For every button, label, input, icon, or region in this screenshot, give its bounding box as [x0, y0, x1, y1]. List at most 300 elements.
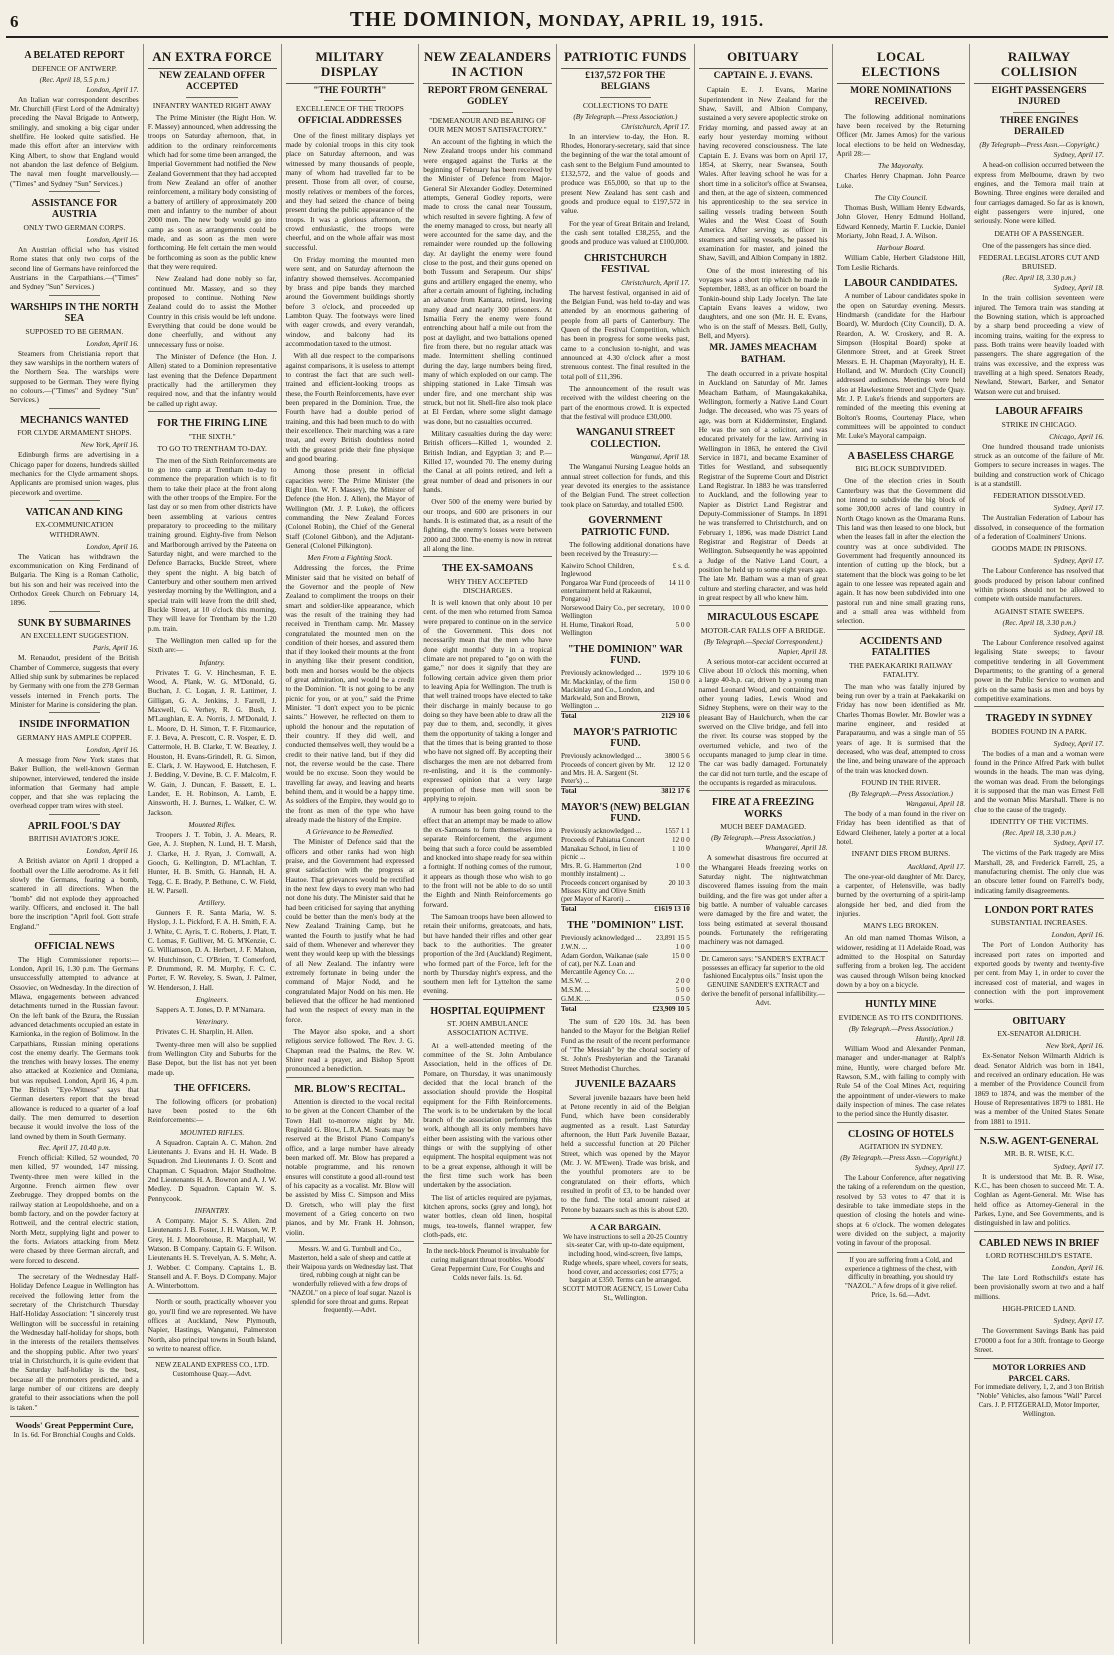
ledger-row	[561, 836, 690, 845]
article-body: At a well-attended meeting of the committee of the St. John Ambulance Association, held in the offices of Dr. Pomare, on Thursday, it was unanimously decided that the local branch of the association should provide the Hospital equipment for the Fifth Reinforcements. The work is to be undertaken by the local branch of the association performing this work, although all its only members have either been assisting with the various other things or with the supplying of other equipment. The hospital equipment was not to be a great expense, although it will be the first time such work has been undertaken by the association.	[423, 1040, 552, 1190]
ledger-row	[561, 621, 690, 638]
article-body: Captain E. J. Evans, Marine Superintendent in New Zealand for the Shaw, Savill, and Albion Company, sustained a very severe apoplectic stroke on Friday morning, and passed away at an early hour yesterday morning without having recovered consciousness. The late Captain E. J. Evans was born on April 17, 1854, at Skerry, near Swansea, South Wales. After leaving school he was for a short time in a solicitor's office at Swansea, and then, at the age of sixteen, commenced his apprenticeship to the sea service in sailing vessels trading between South Wales and the West Coast of South America. After serving as officer in steamers and sailing vessels, he passed his examination for master, and joined the Shaw, Savill, and Albion Company in 1882.	[698, 85, 828, 263]
ledger-amount: 1 0 0	[675, 942, 690, 951]
ad-text: We have instructions to sell a 20-25 Country six-seater Car, with up-to-date equipment, including hood, wind-screen, five lamps, Rudge wheels, spare wheel, covers for seats, hood cover, and accessories; cost £775; a bargain at £350. Terms can be arranged. SCOTT MOTOR AGENCY, 15 Lower Cuba St., Wellington.	[562, 1232, 689, 1302]
article-body: The bodies of a man and a woman were found in the Prince Alfred Park with bullet wounds in the heads. The man was dying, the woman was dead. From the belongings it is supposed that the man was Ernest Fell and the woman Miss Marshall. There is no clue to the cause of the tragedy.	[974, 748, 1104, 814]
unit-label: INFANTRY.	[194, 1205, 230, 1215]
article-body: A British aviator on April 1 dropped a football over the Lille aerodrome. As it fell slowly the Germans, fearing a bomb, scattered in all directions. When the "bomb" did not explode they approached warily. Officers, and enclosed it. The ball bore the inscription "April fool. Gott strafe England."	[10, 856, 139, 931]
dateline: London, April 16.	[1051, 930, 1104, 940]
article-subheading: MORE NOMINATIONS RECEIVED.	[850, 85, 952, 108]
article-heading: LONDON PORT RATES	[984, 904, 1094, 916]
ledger-row	[561, 951, 690, 976]
received-note: (Rec. April 18, 3.30 p.m.)	[1002, 829, 1076, 838]
section-label: The Mayoralty.	[877, 161, 924, 171]
article-body: An old man named Thomas Wilson, a widower, residing at 11 Adelaide Road, was admitted to the Hospital on Saturday suffering from a broken leg. The accident was caused through Wilson being knocked down by a boy on a bicycle.	[836, 933, 966, 989]
divider	[699, 605, 828, 606]
dateline: Christchurch, April 17.	[621, 277, 690, 287]
article-heading: JUVENILE BAZAARS	[574, 1079, 676, 1091]
article-body: The Minister of Defence said that the officers and other ranks had won high praise, and the Government had expressed great satisfaction with the progress at Hautoe. That grievances would be rectified in the next few days to every man who had not done his duty. The Minister said that he had been criticised for saying that anything could be better than the men's body at the New Zealand Training Camp, but he wanted the Fourth to justify what he had said of them. Whenever and wherever they went they would keep up with the blessings of all New Zealand. The infantry were extremely fortunate in being under the command of Major Nodd, and he congratulated Major Nodd on his men. He believed that the officer he had mentioned had won the respect of every man in the force.	[285, 837, 415, 1024]
article-body: A head-on collision occurred between the express from Melbourne, drawn by two engines, and the Temora mail train at Bowning. Three engines were derailed and four carriages damaged. So far as is known, eight passengers were injured, one seriously. None were killed.	[974, 160, 1104, 226]
article-body: One of the finest military displays yet made by colonial troops in this city took place on Saturday afternoon, and was witnessed by many thousands of people, many of whom had travelled far to be present. Those from all over, of course, mostly relatives or members of the forces, and they had seized the chance of being present during the public appearance of the troops. It was a glorious afternoon, the crowd enthusiastic, the troops were cheerful, and on the whole affair was most successful.	[285, 130, 415, 252]
article-body: The Minister of Defence (the Hon. J. Allen) stated to a Dominion representative last evening that the Defence Department practically had the artillerymen they required now, and that the infantry would be called up right away.	[147, 352, 277, 408]
article-subheading: MAN'S LEG BROKEN.	[863, 921, 939, 931]
article-body: The late Lord Rothschild's estate has been provisionally sworn at two and a half millions.	[974, 1273, 1104, 1301]
page-number: 6	[10, 12, 19, 31]
article-heading: ASSISTANCE FOR AUSTRIA	[31, 197, 118, 221]
divider	[837, 629, 966, 630]
donations-ledger	[561, 562, 690, 638]
article-body: Steamers from Christiania report that they saw warships in the northern waters of the Northern Sea. The warships were supposed to be German. They were flying no colours.—("Times" and Sydney "Sun" Services.)	[10, 348, 139, 405]
divider	[49, 500, 101, 501]
article-body: The victims of the Park tragedy are Miss Marshall, 28, and Frederick Farrell, 25, a manufacturing chemist. The only clue was an obscure letter found on Farrell's body, indicating family disagreements.	[974, 848, 1104, 895]
article-body: Ex-Senator Nelson Wilmarth Aldrich is dead. Senator Aldrich was born in 1841, and received an ordinary education. He was a member of the Providence Council from 1869 to 1874, and was the member of the House of Representatives 1879 to 1881. He was a member of the United States Senate from 1881 to 1911.	[974, 1051, 1104, 1126]
article-heading: WARSHIPS IN THE NORTH SEA	[10, 301, 139, 325]
article-body: The Labour Conference has resolved that goods produced by prison labour confined within prisons should not be allowed to compete with outside manufacturers.	[974, 566, 1104, 604]
article-subheading: FEDERAL LEGISLATORS CUT AND BRUISED.	[978, 253, 1100, 272]
article-heading: LOCAL ELECTIONS	[837, 50, 966, 84]
name-list: Privates C. H. Sharplin, H. Allen.	[155, 1027, 254, 1037]
column-2	[144, 44, 282, 1644]
article-body: It is understood that Mr. B. R. Wise, K.C., has been chosen to succeed Mr. T. A. Coghlan as Agent-General. Mr. Wise has held office as Attorney-General in the Parkes, Lyne, and See Governments, and is distinguished in law and politics.	[974, 1171, 1104, 1228]
ledger-item: Manakau School, in lieu of picnic ...	[561, 845, 639, 862]
article-heading: CLOSING OF HOTELS	[847, 1128, 954, 1140]
wire-credit: (By Telegraph.—Press Association.)	[573, 112, 678, 121]
article-subheading: TO GO TO TRENTHAM TO-DAY.	[157, 443, 267, 453]
wire-credit: (By Telegraph.—Special Correspondent.)	[703, 637, 823, 646]
received-note: Rec. April 17, 10.40 p.m.	[38, 1144, 111, 1153]
article-body: A message from New York states that Baker Bullion, the well-known German shipowner, interviewed, tendered the inside information that Germany had ample copper, and that she was replacing the overhead copper tram wires with steel.	[10, 754, 139, 811]
divider	[148, 411, 277, 412]
article-heading: MECHANICS WANTED	[20, 414, 129, 426]
article-heading: OBITUARY	[1012, 1015, 1066, 1027]
ledger-row	[561, 579, 690, 604]
ledger-item: Total	[561, 711, 658, 721]
ledger-amount: 5 0 0	[675, 985, 690, 994]
article-body: The announcement of the result was received with the wildest cheering on the part of the enormous crowd. It is expected that the festival will produce £30,000.	[561, 384, 690, 422]
ledger-amount: 3800 5 6	[664, 752, 690, 761]
article-body: The Samoan troops have been allowed to retain their uniforms, greatcoats, and hats, but have handed their rifles and other gear back to the authorities. The greater proportion of the 3rd (Auckland) Regiment, who formed part of the Force, left for the north by Thursday night's express, and the southern men left for Lyttelton the same evening.	[423, 911, 552, 996]
issue-date: MONDAY, APRIL 19, 1915.	[538, 11, 765, 30]
dateline: Sydney, April 17.	[1053, 1316, 1104, 1326]
article-body: New Zealand had done nobly so far, continued Mr. Massey, and so they proposed to continue. Nothing New Zealand could do to assist the Mother Country in this crisis would be left undone. Everything that could be done would be done cheerfully, and without any unnecessary fuss or noise.	[147, 274, 277, 349]
ledger-item: J.W.N. ...	[561, 942, 588, 951]
article-subheading: ST. JOHN AMBULANCE ASSOCIATION ACTIVE.	[447, 1019, 529, 1038]
dateline: London, April 16.	[86, 541, 139, 551]
ledger-amount: 1557 1 1	[664, 827, 690, 836]
ad-text: If you are suffering from a Cold, and experience a tightness of the chest, with difficulty in breathing, you should try "NAZOL." A few drops of it give relief. Price, 1s. 6d.—Advt.	[844, 1255, 957, 1299]
article-subheading: DEATH OF A PASSENGER.	[994, 228, 1084, 238]
ledger-row	[561, 942, 690, 951]
masthead	[6, 6, 1108, 38]
ledger-amount: 1 0 0	[675, 862, 690, 871]
article-subheading: WHY THEY ACCEPTED DISCHARGES.	[447, 576, 528, 595]
article-subheading: BRITISH AVIATOR'S JOKE.	[28, 834, 120, 844]
ledger-amount: 1979 10 6	[661, 669, 690, 678]
article-heading: THE OFFICERS.	[173, 1083, 251, 1095]
article-body: One of the passengers has since died.	[982, 240, 1092, 250]
ledger-item: Previously acknowledged ...	[561, 669, 642, 678]
dateline: Auckland, April 17.	[907, 861, 966, 871]
dateline: Sydney, April 17.	[1053, 150, 1104, 160]
ledger-item: Proceeds of concert given by Mr. and Mrs. H. A. Sargent (St. Peter's) ...	[561, 761, 656, 786]
article-body: The sum of £20 10s. 3d. has been handed to the Mayor for the Belgian Relief Fund as the result of the recent performance of "The Messiah" by the choral society of St. John's Presbyterian and the Taranaki Street Methodist Churches.	[561, 1017, 690, 1073]
article-body: An Austrian official who has visited Rome states that only two corps of the second line of Germans have reinforced the Austrians in the Carpathians.—("Times" and Sydney "Sun" Services.)	[10, 245, 139, 292]
divider	[974, 1009, 1104, 1010]
ledger-item: Pongaroa War Fund (proceeds of entertainment held at Rakaunui, Pongaroa)	[561, 579, 655, 604]
divider	[423, 556, 552, 557]
article-heading: LABOUR AFFAIRS	[995, 406, 1083, 417]
article-body: Addressing the forces, the Prime Minister said that he visited on behalf of the Governor and the people of New Zealand to compliment the troops on their smart and soldier-like appearance, which was the result of the training they had received in Trentham camp. Mr. Massey congratulated the mounted men on the condition of their horses, and assured them that if they looked their mounts at the front in anything like their present condition, both men and horses would be the objects of great admiration, and would be a credit to the Dominion. "It is not going to be any picnic for you, or at you," said the Prime Minister. "I don't expect you to be picnic saints." However, he reflected on them to uphold the honour and the reputation of their country. If they did well, and conducted themselves well, they would be a credit to their native land, but if they did not, the reverse would be the case. There would be no excuse. Soon they would be travelling far away, and leaving and hearts behind them, and it would be a happy time. As soldiers of the Empire, they would go to the front as men of the type who have already made the history of the Empire.	[285, 563, 415, 825]
article-body: The men of the Sixth Reinforcements are to go into camp at Trentham to-day to commence the preparation which is to fit them to take their place at the front along with the other troops of the Empire. For the last day or so men from other districts have been assembling at various centres preparatory to proceeding to the military training ground. Eighty-five from Nelson and Marlborough arrived by the Pateena on Saturday night, and were marched to the Defence Barracks, Buckle Street, where they spent the night. A big batch of Canterbury and other southern men arrived yesterday morning by the Wellington, and a special train will leave from the drill shed, Buckle Street, at 10 o'clock this morning. They will leave for Trentham by the 1.20 p.m. train.	[147, 455, 277, 633]
ad-text: In the neck-block Pneumol is invaluable for curing malignant throat troubles. Woods' Great Peppermint Cure, For Coughs and Colds never fails. 1s. 6d.	[426, 1247, 550, 1282]
article-heading: TRAGEDY IN SYDNEY	[985, 713, 1093, 725]
article-heading: ACCIDENTS AND FATALITIES	[859, 635, 943, 659]
article-body: The list of articles required are pyjamas, kitchen aprons, socks (grey and long), hot water bottles, clean old linen, hospital mugs, tea-towels, flannel wrapper, few cloth-pads, etc.	[423, 1192, 552, 1240]
divider	[10, 1268, 139, 1269]
dateline: New York, April 16.	[80, 440, 139, 450]
divider	[974, 898, 1104, 899]
article-body: The man who was fatally injured by being run over by a train at Paekakariki on Friday has now been identified as Mr. Charles Thomas Bowler. Mr. Bowler was a marine engineer, and resided at Paraparaumu, and was a single man of 55 years of age. It is surmised that the deceased, who was deaf, attempted to cross the line, and being unaware of the approach of the train was knocked down.	[836, 681, 966, 775]
name-list: Troopers J. T. Tobin, J. A. Mears, R. Gee, A. J. Stephen, N. Lund, H. T. Marsh, J. Clarke, H. J. Ryan, J. Cornwall, A. Gooch, G. Kellington, D. M'Lachlan, T. Hunter, H. B. Smith, G. Hannah, H. A. Tegg, C. E. Brady, P. Bethune, C. W. Field, H. W. Parsell.	[147, 829, 277, 895]
article-body: The following additional donations have been received by the Treasury:—	[561, 540, 690, 559]
dateline: London, April 16.	[1051, 1263, 1104, 1273]
ledger-row	[561, 845, 690, 862]
article-body: The Wellington men called up for the Sixth are:—	[147, 635, 277, 655]
article-body: One of the most interesting of his voyages was a short trip which he made in September, 1883, as an officer on board the Tonkin-bound ship Lady Jocelyn. The late Captain Evans leaves a widow, two daughters, and one son (Mr. H. E. Evans, who is on the staff of Messrs. Bell, Gully, Bell, and Myers).	[698, 265, 828, 340]
ledger-amount: 12 0 0	[672, 836, 690, 845]
article-body: North or south, practically whoever you go, you'll find we are represented. We have offices at Auckland, New Plymouth, Napier, Hastings, Wanganui, Palmerston North, also principal towns in South Island, so write to nearest office.	[147, 1297, 277, 1354]
dateline: London, April 17.	[86, 84, 139, 94]
ledger-item: Previously acknowledged ...	[561, 933, 642, 942]
article-body: A number of Labour candidates spoke in the open on Saturday evening. Messrs. Hindmarsh (candidate for the Harbour Board), W. Murdoch (City Council), D. A. Reardon, A. W. Croskery, and R. A. Simpson (Hospital Board) spoke at Glenmore Street, and at Greek Street Messrs. E. H. Chapman (Mayoralty), H. E. Holland, and W. Murdoch (City Council) addressed audiences. Meetings were held also at Hawkestone Street and Clyde Quay. Mr. J. P. Luke's friends and supporters are reminded of the meeting this evening at Bolton's Rooms, Courtenay Place, when committees will be appointed to conduct Mr. Luke's Mayoral campaign.	[836, 291, 966, 441]
wire-credit: (By Telegraph—Press Assn.—Copyright.)	[979, 141, 1099, 150]
paper-name: THE DOMINION,	[349, 7, 533, 31]
dateline: Chicago, April 16.	[1049, 431, 1104, 441]
article-subheading: COLLECTIONS TO DATE	[582, 100, 668, 110]
article-body: The Vatican has withdrawn the excommunication on King Ferdinand of Bulgaria. The King is a Roman Catholic, but his son and heir was received into the Orthodox Greek Church on February 14, 1896.	[10, 551, 139, 608]
ledger-amount: 12 12 0	[668, 761, 690, 770]
ledger-row	[561, 994, 690, 1004]
article-body: Several juvenile bazaars have been held at Petone recently in aid of the Belgian Fund, which have been considerably augmented as a result. Last Saturday afternoon, the Hutt Park Juvenile Bazaar, held a successful function at 20 Pilcher Street, which was opened by the Mayor (Mr. J. W. M'Ewen). Trade was brisk, and the youthful promoters are to be congratulated on their efforts, which resulted in profit of £3, to be handed over to the fund. The total amount raised at Petone by bazaars such as this is about £20.	[561, 1092, 690, 1214]
article-body: William Wood and Alexander Penman, manager and under-manager at Ralph's mine, Huntly, were charged before Mr. Rawson, S.M., with failing to comply with Rule 54 of the Coal Mines Act, requiring the appointment of under-viewers to make daily inspection of mines. The case relates to the period since the Huntly disaster.	[836, 1043, 966, 1119]
article-heading: A BASELESS CHARGE	[847, 450, 954, 462]
article-body: A serious motor-car accident occurred at Clive about 10 o'clock this morning, when a large 40-h.p. car, driven by a young man named Leonard Wood, and containing two other young ladies, Lewis Wood and Sidney Stephens, were on their way to the pleasant Bay of Haulchurch, when the car swerved on the Clive bridge, and fell into the river. Its course was stopped by the overturned vehicle, and two of the occupants managed to jump clear in time. The car was badly damaged. Fortunately the car did not turn turtle, and the escape of the occupants is regarded as miraculous.	[698, 656, 828, 788]
divider	[974, 706, 1104, 707]
article-body: The death occurred in a private hospital in Auckland on Saturday of Mr. James Meacham Batham, of Maungakakahika, Wellington, formerly a Native Land Court Judge. The deceased, who was 75 years of age, was born at Kidderminster, England. He was the son of a solicitor, and was educated privately for the law. Arriving in Wellington in 1863, he entered the Civil Service in 1871, and became Examiner of Titles for Westland, and subsequently Registrar of the Supreme Court and District Land Registrar. In 1883 he was transferred to Auckland, and the following year to Napier as District Land Registrar and Deputy-Commissioner of Stamps. In 1891 he was transferred to Christchurch, and on February 1, 1896, was made District Land Registrar and Registrar of Deeds at Wellington. Subsequently he was appointed a Judge of the Native Land Court, a position he held up to some eight years ago. The late Mr. Batham was a man of great culture and sterling character, and was held in great respect by all who knew him.	[698, 368, 828, 602]
divider	[49, 712, 101, 713]
article-heading: RAILWAY COLLISION	[974, 50, 1104, 84]
article-body: It is well known that only about 10 per cent. of the men who returned from Samoa were prepared to continue on in the service of the Government. This does not necessarily mean that the men who have done eight months' duty in a tropical climate are not prepared to "go on with the game," nor does it signify that they are following certain advice given them prior to leaving Apia for Wellington. The truth is that well trained troops have elected to take their discharge in mainly because to go doing so they have been able to draw all the pay due to them, and, secondly, it gives them the opportunity of taking a longer and that the times that is being granted to those who have not signed off. By accepting their discharges the men are not debarred from re-enlisting, and it is the commonly-expressed opinion that a very large proportion of these men will soon be applying to rejoin.	[423, 598, 552, 803]
article-heading: OBITUARY	[699, 50, 828, 69]
divider	[699, 790, 828, 791]
dateline: Napier, April 18.	[777, 646, 828, 656]
article-body: Attention is directed to the vocal recital to be given at the Concert Chamber of the Town Hall to-morrow night by Mr. Reginald G. Blow, L.R.A.M. Seats may be reserved at the Bristol Piano Company's office, and a large number have already been marked off. Mr. Blow has prepared a notable programme, and his renown ensures will constitute a good all-round test of his capacity as a vocalist. Mr. Blow will be assisted by Miss C. Simpson and Miss D. Gretsch, who will play the first movement of a Grieg concerto on two pianos, and by Mr. Frank H. Johnson, violin.	[285, 1097, 415, 1237]
name-list: Charles Henry Chapman. John Pearce Luke.	[836, 171, 966, 190]
ledger-item: M.S.M. ...	[561, 985, 590, 994]
article-body: The Port of London Authority has increased port rates on imported and exported goods by twenty and twenty-five per cent. from May 1, in order to cover the increased cost of material, and wages in connection with the port improvement works.	[974, 940, 1104, 1006]
ledger-item: M.S.W. ...	[561, 976, 590, 985]
article-subheading: INFANTRY WANTED RIGHT AWAY	[152, 100, 272, 110]
unit-label: Artillery.	[198, 898, 226, 908]
dateline: Christchurch, April 17.	[621, 121, 690, 131]
article-subheading: "DEMEANOUR AND BEARING OF OUR MEN MOST SATISFACTORY."	[428, 115, 547, 134]
article-heading: SUNK BY SUBMARINES	[17, 617, 131, 629]
article-heading: THE "DOMINION" LIST.	[567, 919, 684, 931]
dateline: London, April 16.	[86, 338, 139, 348]
article-subheading: NEW ZEALAND OFFER ACCEPTED	[159, 70, 266, 93]
ledger-amount: 2129 10 6	[658, 711, 689, 721]
article-body: With all due respect to the comparisons against comparisons, it is useless to attempt to contrast the fact that are such well-trained and efficient-looking troops as these, the Fourth Reinforcements, have ever been prepared in the Dominion. True, the Fourth have had a double period of training, and this had been much to do with their excellence. Their marching was a rare treat, and every British doubtless noted with the greatest pride their fine physique and good bearing.	[285, 351, 415, 463]
article-body: An Italian war correspondent describes Mr. Churchill (First Lord of the Admiralty) preceding the Naval Brigade to Antwerp, smilingly, and smoking a big cigar under shellfire. He looked quite satisfied. He made this effort after an interview with King Albert, to show that England would not abandon the last defence of Belgium. The naval men fought marvellously.—("Times" and Sydney "Sun" Services.)	[10, 94, 139, 188]
donations-ledger	[561, 669, 690, 721]
column-5	[557, 44, 695, 1644]
ledger-amount: 0 5 0	[675, 994, 690, 1003]
article-subheading: MOTOR-CAR FALLS OFF A BRIDGE.	[700, 625, 826, 635]
dateline: Sydney, April 17.	[1053, 738, 1104, 748]
article-heading: MILITARY DISPLAY	[286, 50, 415, 84]
article-body: One of the election cries in South Canterbury was that the Government did not intend to subdivide the big block of some 300,000 acres of land country in North Otago known as the Omarama Runs. This land was then leased to one block, but when the leases fall in after the election the country was at once subdivided. The Government had frequently announced its intention of cutting up the block, but a statement that the block was going to be let again to one lessee was repeated again and again. It has now been subdivided into one pastoral run and nine small grazing runs, and a small area was withheld from selection.	[836, 476, 966, 626]
article-heading: MIRACULOUS ESCAPE	[707, 612, 819, 624]
dateline: Wanganui, April 18.	[905, 799, 966, 809]
name-list: Privates T. G. V. Hinchesman, F. E. Wood, A. Plank, W. G. M'Donald, G. Buchan, J. C. Logan, J. R. Lattimer, J. Gilligan, G. A. Jenkins, J. Farrell, J. Maxwell, G. Verhey, R. G. Bush, J. M'Laughlan, E. A. Norris, J. M'Donald, J. L. Moore, D. H. Simon, T. F. Fitzmaurice, F. J. Beva, A. Prescott, C. R. Vosper, E. D. Cattermole, H. B. Clarke, T. W. Beazley, J. Houston, H. Evans-Grindell, R. G. Simon, E. Clark, J. W. Haywood, E. Hutchesen, F. J. Bedding, V. Devine, B. C. F. Malcolm, F. W. Gain, J. Duncan, F. Bassett, E. L. Lander, E. H. Robinson, A. Lamb, E. Ainsworth, H. J. Burnes, L. Walker, C. W. Jackson.	[147, 667, 277, 817]
divider	[49, 408, 101, 409]
article-subheading: SUPPOSED TO BE GERMAN.	[25, 326, 124, 336]
ledger-item: Previously acknowledged ...	[561, 827, 642, 836]
ledger-row	[561, 604, 690, 621]
section-label: Harbour Board.	[876, 243, 926, 253]
dateline: Paris, April 16.	[92, 643, 139, 653]
article-body: In the train collision seventeen were injured. The Temora train was standing at the Bowning station, which is approached by a sharp bend proceeding a view of incoming trains, waiting for the express to pass. Both trains were heavily loaded with passengers. The share aggregation of the trains was excessive, and the express was travelling at a high speed. Senators Ready, Newland, Stewart, Barker, and Senator Watson were cut and bruised.	[974, 293, 1104, 396]
article-body: M. Renaudot, president of the British Chamber of Commerce, suggests that every Allied ship sunk by submarines be replaced by Germany with one from the 278 German vessels interned in French ports. The Minister for Marine is considering the plan.	[10, 653, 139, 709]
unit-label: Veterinary.	[195, 1017, 229, 1027]
article-body: A rumour has been going round to the effect that an attempt may be made to allow the ex-Samoans to form themselves into a separate Reinforcement, the argument being that such a force could be assembled and knocked into shape ready for sea within a fortnight. If nothing comes of the rumour, it appears as though those who wish to go to the front will not be able to do so until the Eighth and Ninth Reinforcements go forward.	[423, 806, 552, 909]
article-body: The Labour Conference, after negativing the taking of a referendum on the question, resolved by 53 votes to 47 that it is desirable to take immediate steps in the question of closing the hotels and wine-shops at 6 o'clock. The women delegates were divided on the subject, a majority voting in favour of the proposal.	[836, 1173, 966, 1248]
article-subheading: "THE SIXTH."	[188, 431, 236, 441]
ledger-item: Mr. Mackinlay, of the firm Mackinlay and Co., London, and Markwald, Son and Brown, Wellington ...	[561, 678, 655, 711]
dateline: Sydney, April 17.	[1053, 556, 1104, 566]
ad-text: In 1s. 6d. For Bronchial Coughs and Colds.	[13, 1430, 136, 1439]
article-body: The secretary of the Wednesday Half-Holiday Defence League in Wellington has received the following letter from the secretary of the Christchurch Thursday Half-Holiday Association: "I sincerely trust Wellington will be successful in retaining the Wednesday half-holiday for shops, both in the interests of the retailers themselves and the shopping public. After two years' trial in Christchurch, it is quite evident that the Saturday half-holiday is the best, because all the promoters predicted, and a large number of our citizens are deeply grateful to their associations when the poll is taken."	[10, 1272, 139, 1412]
article-heading: MR. BLOW'S RECITAL.	[294, 1083, 406, 1095]
article-subheading: EXCELLENCE OF THE TROOPS	[295, 104, 404, 114]
dateline: Sydney, April 17.	[914, 1163, 966, 1173]
name-list: Thomas Bush, William Henry Edwards, John Glover, Henry Edmund Holland, Edward Kennedy, Martin F. Luckie, Daniel Moriarty, John Read, J. A. Wilson.	[836, 202, 966, 240]
section-label: The City Council.	[874, 192, 928, 202]
ledger-amount: £23,909 10 5	[650, 1004, 690, 1014]
advertisement	[286, 1241, 415, 1315]
ad-heading: A CAR BARGAIN.	[590, 1221, 661, 1232]
article-heading: FIRE AT A FREEZING WORKS	[712, 797, 815, 820]
article-heading: LABOUR CANDIDATES.	[844, 277, 958, 289]
article-body: The body of a man found in the river on Friday has been identified as that of Edward Cleihener, lately a porter at a local hotel.	[836, 809, 966, 847]
ledger-row	[561, 976, 690, 985]
article-subheading: LORD ROTHSCHILD'S ESTATE.	[985, 1251, 1093, 1261]
unit-label: Engineers.	[195, 995, 229, 1005]
ad-text: Dr. Cameron says: "SANDER'S EXTRACT possesses an efficacy far superior to the old fashioned Eucalyptus oils." Insist upon the GENUINE SANDER'S EXTRACT and derive the benefit of personal infallibility.—Advt.	[701, 954, 825, 1007]
article-body: The following additional nominations have been received by the Returning Officer (Mr. James Amos) for the various local elections to be held on Wednesday, April 28:—	[836, 111, 966, 158]
dateline: Sydney, April 17.	[1053, 1161, 1104, 1171]
article-heading: MAYOR'S PATRIOTIC FUND.	[573, 726, 678, 750]
article-heading: OFFICIAL NEWS	[34, 941, 115, 953]
article-heading: WANGANUI STREET COLLECTION.	[576, 427, 675, 450]
divider	[600, 97, 652, 98]
advertisement	[148, 1357, 277, 1379]
article-subheading: OFFICIAL ADDRESSES	[298, 116, 402, 127]
ledger-row	[561, 933, 690, 942]
ledger-amount: 1 10 0	[672, 845, 690, 854]
article-subheading: SUBSTANTIAL INCREASES.	[991, 918, 1088, 928]
ledger-row	[561, 1004, 690, 1014]
article-subheading: EX-COMMUNICATION WITHDRAWN.	[35, 520, 114, 539]
ledger-item: G.M.K. ...	[561, 994, 590, 1003]
divider	[49, 295, 101, 296]
article-body: The Labour Conference resolved against legalising State sweeps; to favour competitive tendering in all Government Departments; to the granting of a general power in the Public Service to women and girls on the same basis as men and boys by competitive examinations.	[974, 637, 1104, 703]
ledger-amount: 5 0 0	[675, 621, 690, 630]
article-heading: AN EXTRA FORCE	[148, 50, 277, 69]
article-subheading: £137,572 FOR THE BELGIANS	[585, 70, 666, 93]
article-subheading: EVIDENCE AS TO ITS CONDITIONS.	[838, 1012, 964, 1022]
divider	[49, 934, 101, 935]
article-subheading: STRIKE IN CHICAGO.	[1001, 419, 1077, 429]
divider	[49, 191, 101, 192]
article-heading: THE EX-SAMOANS	[442, 563, 534, 575]
article-heading: INSIDE INFORMATION	[19, 719, 130, 731]
newspaper-title	[6, 7, 1108, 32]
divider	[837, 444, 966, 445]
article-subheading: THREE ENGINES DERAILED	[999, 115, 1079, 138]
article-heading: N.S.W. AGENT-GENERAL	[979, 1135, 1099, 1147]
divider	[1013, 112, 1065, 113]
ledger-item: Proceeds of Pahiatua Concert	[561, 836, 645, 845]
article-heading: A BELATED REPORT	[24, 50, 125, 61]
dateline: Sydney, April 17.	[1053, 503, 1104, 513]
advertisement	[561, 1218, 690, 1303]
ledger-item: Mrs. R. G. Hammerton (2nd monthly instalment) ...	[561, 862, 642, 879]
divider	[286, 1077, 415, 1078]
ad-heading: Woods' Great Peppermint Cure,	[15, 1419, 134, 1430]
article-subheading: AGAINST STATE SWEEPS.	[994, 606, 1085, 616]
dateline: London, April 16.	[86, 744, 139, 754]
ledger-row	[561, 862, 690, 879]
article-body: Military casualties during the day were: British officers—Killed 1, wounded 2. British Indian, and Egyptian 3; and P.—Killed 17, wounded 70. The enemy during the Canal at all points retired, and left a great number of dead and prisoners in our hands.	[423, 429, 552, 495]
name-list: Gunners F. R. Santa Maria, W. S. Hyslop, J. L. Pickford, F. A. H. Smith, F. A. J. White, C. Ayris, T. C. Roberts, J. Platt, T. C. Lomas, F. Gulliver, M. G. M'Kenzie, C. G. Williamson, D. A. Herbert, J. F. Mahon, W. Hutchinson, C. O'Brien, T. Comerford, P. Drummond, R. M. Murphy, F. C. C. Porter, F. W. Reveley, S. Swan, J. Palmer, W. Henderson, J. Hall.	[147, 908, 277, 992]
ledger-row	[561, 879, 690, 905]
article-subheading: FOR CLYDE ARMAMENT SHOPS.	[17, 428, 132, 438]
dateline: New York, April 16.	[1045, 1041, 1104, 1051]
divider	[148, 1293, 277, 1294]
column-8	[970, 44, 1108, 1644]
ledger-amount: 3812 17 6	[658, 786, 689, 796]
article-subheading: AGITATION IN SYDNEY.	[858, 1142, 943, 1152]
article-subheading: THE PAEKAKARIKI RAILWAY FATALITY.	[849, 660, 953, 679]
article-subheading: BODIES FOUND IN A PARK.	[991, 726, 1087, 736]
ad-text: For immediate delivery, 1, 2, and 3 ton British "Noble" Vehicles, also famous "Wall" Parcel Cars. J. P. FITZGERALD, Motor Importer, Wellington.	[974, 1383, 1104, 1418]
column-3	[282, 44, 420, 1644]
article-heading: PATRIOTIC FUNDS	[561, 50, 690, 69]
name-list: Sappers A. T. Jones, D. P. M'Namara.	[155, 1005, 266, 1015]
advertisement	[837, 1252, 966, 1300]
dateline: Whangarei, April 18.	[765, 843, 828, 853]
article-body: A somewhat disastrous fire occurred at the Whangarei Heads freezing works on Saturday night. The nightwatchman discovered flames issuing from the main building, and the fire was got under after a big battle. A number of valuable carcases were damaged by the fire and water, the loss being estimated at several thousand pounds. Fortunately the refrigerating machinery was not damaged.	[698, 853, 828, 947]
wire-credit: (By Telegraph.—Press Association.)	[848, 1024, 953, 1033]
article-heading: CABLED NEWS IN BRIEF	[978, 1237, 1100, 1249]
name-list: A Company. Major S. S. Allen. 2nd Lieutenants J. B. Foster, J. H. Watson, W. P. Grey, H. J. Moorehouse, R. Macphail, W. Watson. B Company. Captain G. F. Wilson. Lieutenants H. S. Trevelyan, A. S. Mehr, A. J. Webber. C Company. Captains L. B. Stansell and A. F. Boys. D Company. Major A. Winterbottom.	[147, 1215, 277, 1291]
article-body: French official: Killed, 52 wounded, 70 men killed, 97 wounded, 147 missing. Twenty-three men were killed in the Argonne. French airmen flew over Zeebrugge. They dropped bombs on the railway station at Leopoldshoehe, and on a bomb factory, and on the powder factory at Rottweil, and the central electric station, North Metz, supplying light and power to the forts. Aviators attacking from Metz were chased by three German aircraft, and were forced to descend.	[10, 1153, 139, 1265]
article-body: Among those present in official capacities were: The Prime Minister (the Right Hon. W. F. Massey), the Minister of Defence (the Hon. J. Allen), the Mayor of Wellington (Mr. J. P. Luke), the officers commanding the New Zealand Forces (Colonel Robin), the Chief of the General Staff (Colonel Gibbon), and the Adjutant-General (Colonel Pilkington).	[285, 466, 415, 550]
name-list: A Squadron. Captain A. C. Mahon. 2nd Lieutenants J. Evans and H. H. Wade. B Squadron. 2nd Lieutenants J. O. Scott and Chapman. C Squadron. Major Studholme. 2nd Lieutenants H. A. Bowron and A. J. W. Medley. D Squadron. Captain W. S. Pennycook.	[147, 1137, 277, 1203]
article-body: An account of the fighting in which the New Zealand troops under his command were engaged against the Turks at the beginning of February has been received by the Minister of Defence from Major-General Sir Alexander Godley. Determined attempts, General Godley reports, were made to cross the canal near Toussum, which resulted in severe fighting. A few of the enemy managed to cross, but nearly all were accounted for the same day, and the remainder were rounded up the following day. At daylight the enemy were found close to the post, and their guns opened on both Tussum and Serapeum. Our ships' guns and artillery engaged the enemy, who after a certain amount of fighting, including an advance from Kantara, retired, leaving many dead and nearly 300 prisoners. At Ismailia Ferry the enemy were found entrenching about half a mile out from the post at daylight, and two battalions opened fire from there, but no regular attack was made. Intermittent shelling continued during the day, large numbers being fired, many of which exploded on our camp. The shipping stationed in Lake Timsah was under fire, and one merchant ship was struck, but not lit. Shell-fire also took place at El Ferdan, where some slight damage was done, but no casualties occurred.	[423, 136, 552, 426]
ledger-item: Total	[561, 786, 658, 796]
section-heading: Men From a Fighting Stock.	[307, 553, 393, 563]
ledger-amount: 2 0 0	[675, 976, 690, 985]
ledger-amount: £1619 13 10	[651, 904, 689, 914]
ledger-row	[561, 669, 690, 678]
wire-credit: (By Telegraph.—Press Association.)	[711, 834, 816, 843]
article-subheading: INFANT DIES FROM BURNS.	[851, 849, 951, 859]
wire-credit: (By Telegraph.—Press Association.)	[848, 790, 953, 799]
article-subheading: AN EXCELLENT SUGGESTION.	[20, 631, 129, 641]
ledger-row	[561, 786, 690, 796]
ledger-item: Norsewood Dairy Co., per secretary, Wellington	[561, 604, 665, 621]
unit-label: MOUNTED RIFLES.	[180, 1127, 245, 1137]
ledger-row	[561, 985, 690, 994]
received-note: (Rec. April 18, 5.5 p.m.)	[39, 75, 110, 84]
divider	[324, 100, 376, 101]
ledger-item: Proceeds concert organised by Misses Kitty and Olive Smith (per Mayor of Karori) ...	[561, 879, 648, 904]
article-body: On Friday morning the mounted men were sent, and on Saturday afternoon the infantry showed themselves. Accompanied by brass and pipe bands they marched around the Government buildings shortly before 3 o'clock, and proceeded up Lambton Quay. The footways were lined with eager crowds, and every verandah, window, and balcony had its accommodation taxed to the utmost.	[285, 255, 415, 348]
divider	[462, 112, 514, 113]
article-subheading: MUCH BEEF DAMAGED.	[720, 822, 807, 832]
article-body: The harvest festival, organised in aid of the Belgian Fund, was held to-day and was attended by an enormous gathering of people from all parts of Canterbury. The Queen of the Festival Competition, which has been in progress for some weeks past, came to a conclusion to-night, and was announced at 4.30 o'clock after a most strenuous contest. The final resulted in the total poll of £11,396.	[561, 287, 690, 381]
ledger-row	[561, 711, 690, 721]
dateline: Huntly, April 18.	[915, 1033, 966, 1043]
ledger-row	[561, 752, 690, 761]
article-body: The Mayor also spoke, and a short religious service followed. The Rev. J. G. Chapman read the Psalms, the Rev. W. Shirer read a prayer, and Bishop Sprott pronounced a benediction.	[285, 1026, 415, 1074]
article-body: The Wanganui Nursing League holds an annual street collection for funds, and this year devoted its energies to the assistance of the Belgian Fund. The street collection took place on Saturday, and totalled £500.	[561, 462, 690, 509]
article-subheading: GOODS MADE IN PRISONS.	[991, 544, 1087, 554]
article-heading: APRIL FOOL'S DAY	[27, 820, 121, 832]
section-heading: A Grievance to be Remedied.	[306, 827, 394, 837]
column-1	[6, 44, 144, 1644]
advertisement	[974, 1358, 1104, 1418]
received-note: (Rec. April 18, 3.30 p.m.)	[1002, 618, 1076, 627]
article-subheading: DEFENCE OF ANTWERP.	[31, 63, 117, 73]
article-body: Edinburgh firms are advertising in a Chicago paper for dozens, hundreds skilled mechanics for the Clyde armament shops. Applicants are promised union wages, plus piecework and overtime.	[10, 450, 139, 497]
advertisement	[699, 951, 828, 1008]
article-heading: HUNTLY MINE	[865, 999, 937, 1011]
ledger-row	[561, 904, 690, 914]
ledger-amount: 14 11 0	[668, 579, 690, 588]
article-heading: FOR THE FIRING LINE	[157, 418, 268, 429]
ledger-amount: 23,891 15 5	[656, 933, 690, 942]
article-heading: HOSPITAL EQUIPMENT	[430, 1005, 545, 1017]
article-subheading: EIGHT PASSENGERS INJURED	[991, 85, 1087, 108]
ledger-item: H. Hume, Tinakori Road, Wellington	[561, 621, 634, 638]
article-body: Twenty-three men will also be supplied from Wellington City and Suburbs for the Base Depot, but the list has not yet been made up.	[147, 1039, 277, 1077]
column-4	[419, 44, 557, 1644]
article-subheading: MR. JAMES MEACHAM BATHAM.	[709, 343, 817, 365]
ledger-item: Previously acknowledged ...	[561, 752, 642, 761]
unit-label: Infantry.	[199, 657, 225, 667]
divider	[49, 814, 101, 815]
ledger-item: Adam Gordon, Waikanae (sale of cat), per N.Z. Loan and Mercantile Agency Co. ...	[561, 951, 649, 976]
ledger-amount: 10 0 0	[672, 604, 690, 613]
dateline: Sydney, April 18.	[1053, 283, 1104, 293]
divider	[49, 611, 101, 612]
article-subheading: IDENTITY OF THE VICTIMS.	[990, 817, 1089, 827]
ledger-item: Total	[561, 1004, 650, 1014]
article-subheading: CAPTAIN E. J. EVANS.	[713, 70, 813, 81]
